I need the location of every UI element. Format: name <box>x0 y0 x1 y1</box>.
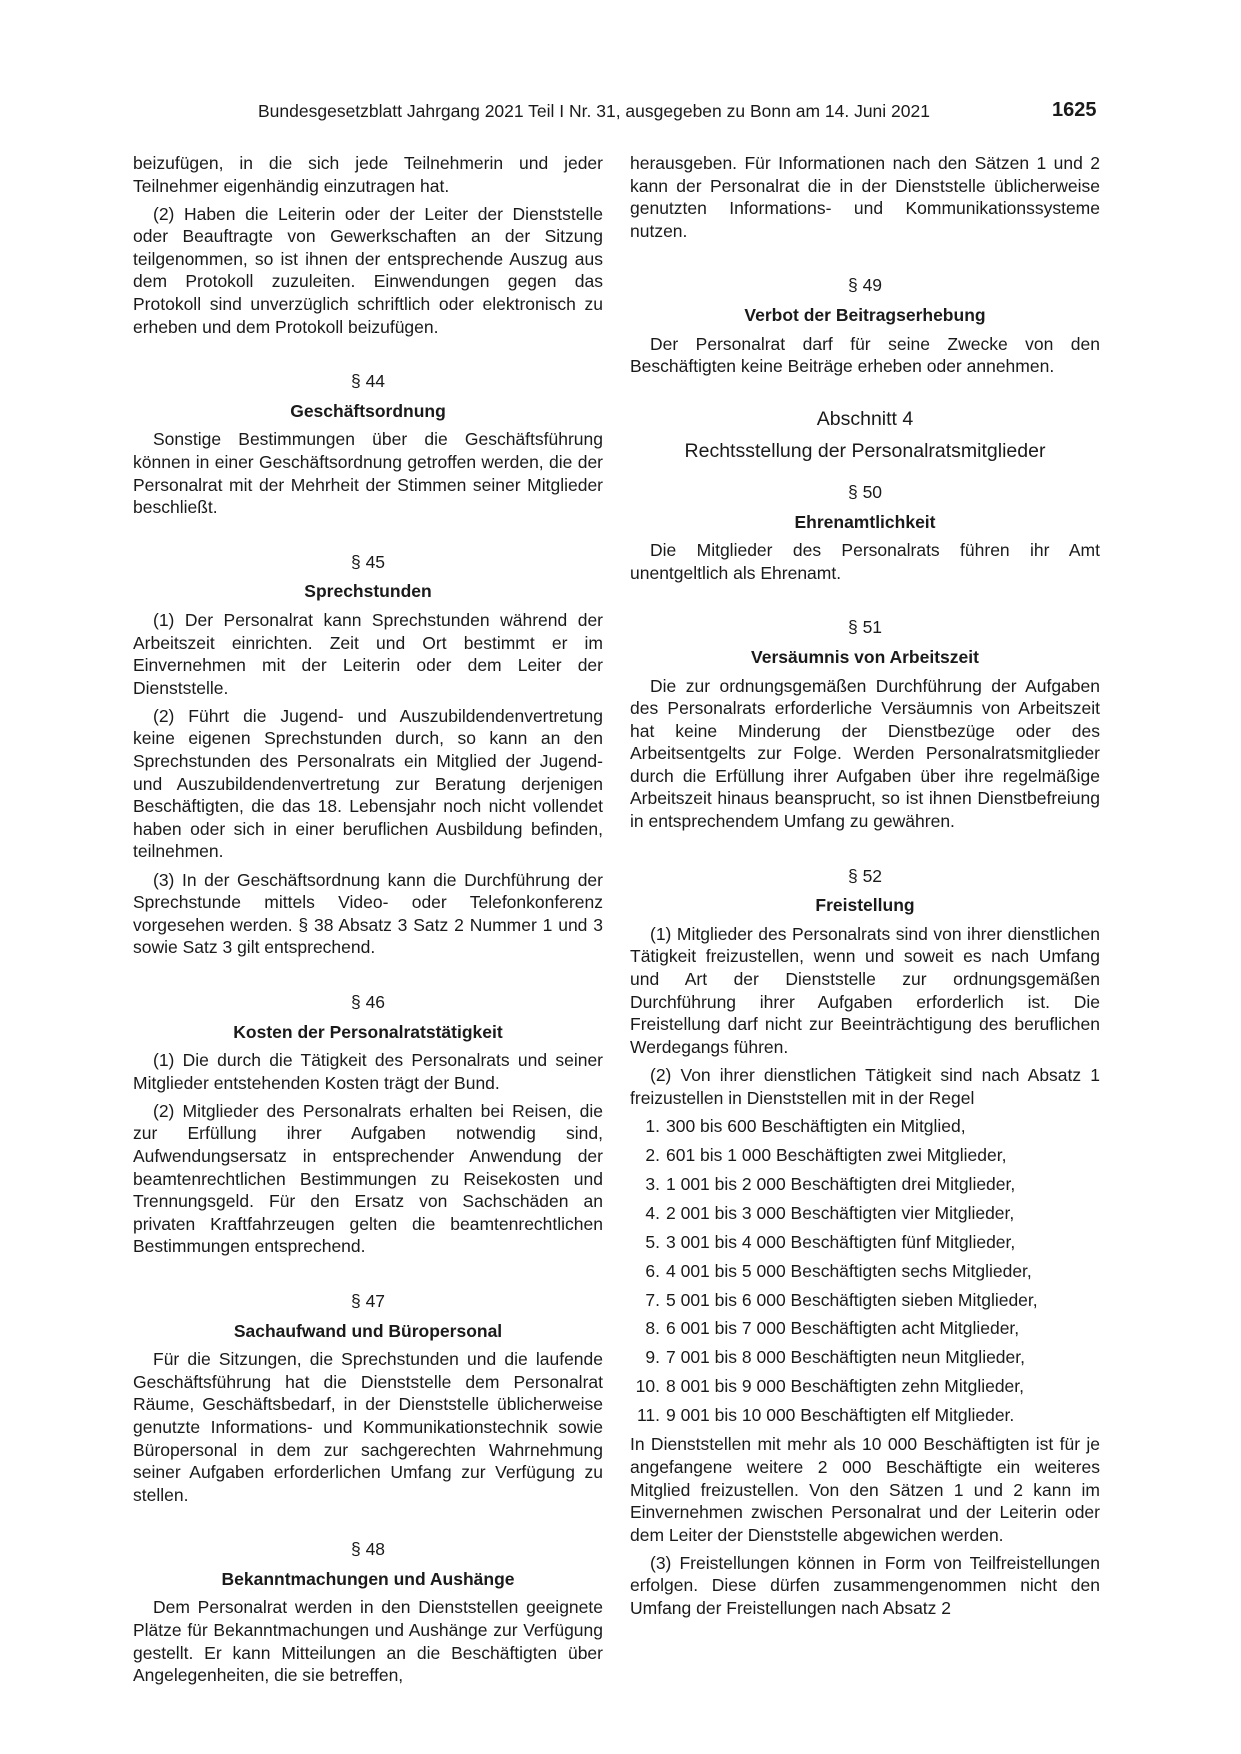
section-title: Verbot der Beitragserhebung <box>744 304 986 325</box>
section-title: Ehrenamtlichkeit <box>794 511 936 532</box>
section-title: Geschäftsordnung <box>290 400 446 421</box>
list-item <box>630 1375 1100 1398</box>
section-title: Kosten der Personalratstätigkeit <box>233 1021 503 1042</box>
list-item <box>630 1289 1100 1312</box>
list-item <box>630 1173 1100 1196</box>
list-text: 7 001 bis 8 000 Beschäftigten neun Mitglieder, <box>666 1347 1025 1368</box>
paragraph: (3) Freistellungen können in Form von Teilfreistellungen erfolgen. Diese dürfen zusammengenommen nicht den Umfang der Freistellungen nach Absatz 2 <box>630 1552 1100 1619</box>
paragraph: In Dienststellen mit mehr als 10 000 Beschäftigten ist für je angefangene weitere 2 000 Beschäftigte ein weiteres Mitglied freizustellen. Von den Sätzen 1 und 2 kann im Einvernehmen zwischen Personalrat und der Leiterin oder dem Leiter der Dienststelle abgewichen werden. <box>630 1434 1100 1545</box>
section-title: Sachaufwand und Büropersonal <box>233 1320 503 1341</box>
list-number: 3. <box>645 1173 660 1194</box>
list-text: 6 001 bis 7 000 Beschäftigten acht Mitglieder, <box>666 1318 1020 1339</box>
paragraph: Der Personalrat darf für seine Zwecke von den Beschäftigten keine Beiträge erheben oder annehmen. <box>630 333 1100 377</box>
left-column <box>133 152 603 1692</box>
list-number: 8. <box>645 1318 660 1339</box>
section-title: Bekanntmachungen und Aushänge <box>221 1568 515 1589</box>
numbered-list <box>630 1115 1100 1427</box>
list-text: 9 001 bis 10 000 Beschäftigten elf Mitglieder. <box>666 1405 1015 1426</box>
list-text: 300 bis 600 Beschäftigten ein Mitglied, <box>666 1115 966 1136</box>
list-number: 9. <box>645 1347 660 1368</box>
list-item <box>630 1144 1100 1167</box>
list-number: 11. <box>636 1405 660 1426</box>
section-number: § 46 <box>350 991 386 1012</box>
paragraph: Sonstige Bestimmungen über die Geschäftsführung können in einer Geschäftsordnung getroffen werden, die der Personalrat mit der Mehrheit der Stimmen seiner Mitglieder beschließt. <box>133 429 603 518</box>
list-number: 5. <box>645 1231 660 1252</box>
list-number: 10. <box>635 1376 660 1397</box>
section-number: § 48 <box>350 1539 386 1560</box>
section-number: § 49 <box>847 275 883 296</box>
list-number: 7. <box>645 1289 660 1310</box>
list-text: 1 001 bis 2 000 Beschäftigten drei Mitglieder, <box>666 1173 1016 1194</box>
section-title: Sprechstunden <box>304 581 432 602</box>
paragraph: Die Mitglieder des Personalrats führen ihr Amt unentgeltlich als Ehrenamt. <box>630 540 1100 583</box>
section-number: § 52 <box>847 865 883 886</box>
chapter-label: Abschnitt 4 <box>816 407 914 430</box>
list-item <box>630 1231 1100 1254</box>
list-text: 4 001 bis 5 000 Beschäftigten sechs Mitglieder, <box>666 1260 1032 1281</box>
paragraph: Dem Personalrat werden in den Dienststellen geeignete Plätze für Bekanntmachungen und Aushänge zur Verfügung gestellt. Er kann Mitteilungen an die Beschäftigten über Angelegenheiten, die sie betreffen, <box>133 1597 603 1686</box>
list-text: 601 bis 1 000 Beschäftigten zwei Mitglieder, <box>666 1144 1007 1165</box>
right-column <box>630 152 1100 1625</box>
section-number: § 50 <box>847 481 883 502</box>
paragraph: (2) Haben die Leiterin oder der Leiter der Dienststelle oder Beauftragte von Gewerkschaften an der Sitzung teilgenommen, so ist ihnen der entsprechende Auszug aus dem Protokoll zuzuleiten. Einwendungen gegen das Protokoll sind unverzüglich schriftlich oder elektronisch zu erheben und dem Protokoll beizufügen. <box>133 203 603 337</box>
section-number: § 47 <box>350 1290 386 1311</box>
list-item <box>630 1404 1100 1427</box>
paragraph: (2) Mitglieder des Personalrats erhalten bei Reisen, die zur Erfüllung ihrer Aufgaben notwendig sind, Aufwendungsersatz in entsprechender Anwendung der beamtenrechtlichen Bestimmungen zu Reisekosten und Trennungsgeld. Für den Ersatz von Sachschäden an privaten Kraftfahrzeugen gelten die beamtenrechtlichen Bestimmungen entsprechend. <box>133 1100 603 1257</box>
list-item <box>630 1115 1100 1138</box>
paragraph: (2) Führt die Jugend- und Auszubildendenvertretung keine eigenen Sprechstunden durch, so kann an den Sprechstunden des Personalrats ein Mitglied der Jugend- und Auszubildendenvertretung zur Beratung derjenigen Beschäftigten, die das 18. Lebensjahr noch nicht vollendet haben oder sich in einer beruflichen Ausbildung befinden, teilnehmen. <box>133 705 603 862</box>
list-number: 1. <box>645 1115 660 1136</box>
list-number: 6. <box>645 1260 660 1281</box>
list-item <box>630 1260 1100 1283</box>
paragraph: (2) Von ihrer dienstlichen Tätigkeit sind nach Absatz 1 freizustellen in Dienststellen mit in der Regel <box>630 1064 1100 1108</box>
list-text: 8 001 bis 9 000 Beschäftigten zehn Mitglieder, <box>666 1376 1025 1397</box>
section-title: Versäumnis von Arbeitszeit <box>751 646 979 667</box>
list-item <box>630 1202 1100 1225</box>
section-title: Freistellung <box>815 895 915 916</box>
paragraph: herausgeben. Für Informationen nach den Sätzen 1 und 2 kann der Personalrat die in der Dienststelle üblicherweise genutzten Informations- und Kommunikationssysteme nutzen. <box>630 153 1100 241</box>
list-text: 5 001 bis 6 000 Beschäftigten sieben Mitglieder, <box>666 1289 1038 1310</box>
list-item <box>630 1317 1100 1340</box>
list-number: 4. <box>645 1202 660 1223</box>
list-text: 2 001 bis 3 000 Beschäftigten vier Mitglieder, <box>666 1202 1015 1223</box>
section-number: § 51 <box>847 617 883 638</box>
running-header: Bundesgesetzblatt Jahrgang 2021 Teil I Nr. 31, ausgegeben zu Bonn am 14. Juni 2021 <box>258 101 930 121</box>
section-number: § 45 <box>350 551 386 572</box>
list-item <box>630 1346 1100 1369</box>
page-number: 1625 <box>1052 99 1097 121</box>
list-number: 2. <box>645 1144 660 1165</box>
paragraph: Die zur ordnungsgemäßen Durchführung der Aufgaben des Personalrats erforderliche Versäumnis von Arbeitszeit hat keine Minderung der Dienstbezüge oder des Arbeitsentgelts zur Folge. Werden Personalratsmitglieder durch die Erfüllung ihrer Aufgaben über ihre regelmäßige Arbeitszeit hinaus beansprucht, so ist ihnen Dienstbefreiung in entsprechendem Umfang zu gewähren. <box>630 675 1100 832</box>
paragraph: (1) Die durch die Tätigkeit des Personalrats und seiner Mitglieder entstehenden Kosten trägt der Bund. <box>133 1050 603 1093</box>
chapter-title: Rechtsstellung der Personalratsmitglieder <box>684 440 1046 463</box>
paragraph: (1) Der Personalrat kann Sprechstunden während der Arbeitszeit einrichten. Zeit und Ort bestimmt er im Einvernehmen mit der Leiterin oder dem Leiter der Dienststelle. <box>133 610 603 698</box>
paragraph: beizufügen, in die sich jede Teilnehmerin und jeder Teilnehmer eigenhändig einzutragen hat. <box>133 153 603 196</box>
list-text: 3 001 bis 4 000 Beschäftigten fünf Mitglieder, <box>666 1231 1016 1252</box>
section-number: § 44 <box>350 371 386 392</box>
paragraph: (3) In der Geschäftsordnung kann die Durchführung der Sprechstunde mittels Video- oder Telefonkonferenz vorgesehen werden. § 38 Absatz 3 Satz 2 Nummer 1 und 3 sowie Satz 3 gilt entsprechend. <box>133 869 603 958</box>
paragraph: Für die Sitzungen, die Sprechstunden und die laufende Geschäftsführung hat die Dienststelle dem Personalrat Räume, Geschäftsbedarf, in der Dienststelle üblicherweise genutzte Informations- und Kommunikationstechnik sowie Büropersonal in dem zur sachgerechten Wahrnehmung seiner Aufgaben erforderlichen Umfang zur Verfügung zu stellen. <box>133 1349 603 1505</box>
paragraph: (1) Mitglieder des Personalrats sind von ihrer dienstlichen Tätigkeit freizustellen, wenn und soweit es nach Umfang und Art der Dienststelle zur ordnungsgemäßen Durchführung ihrer Aufgaben erforderlich ist. Die Freistellung darf nicht zur Beeinträchtigung des beruflichen Werdegangs führen. <box>630 923 1100 1057</box>
